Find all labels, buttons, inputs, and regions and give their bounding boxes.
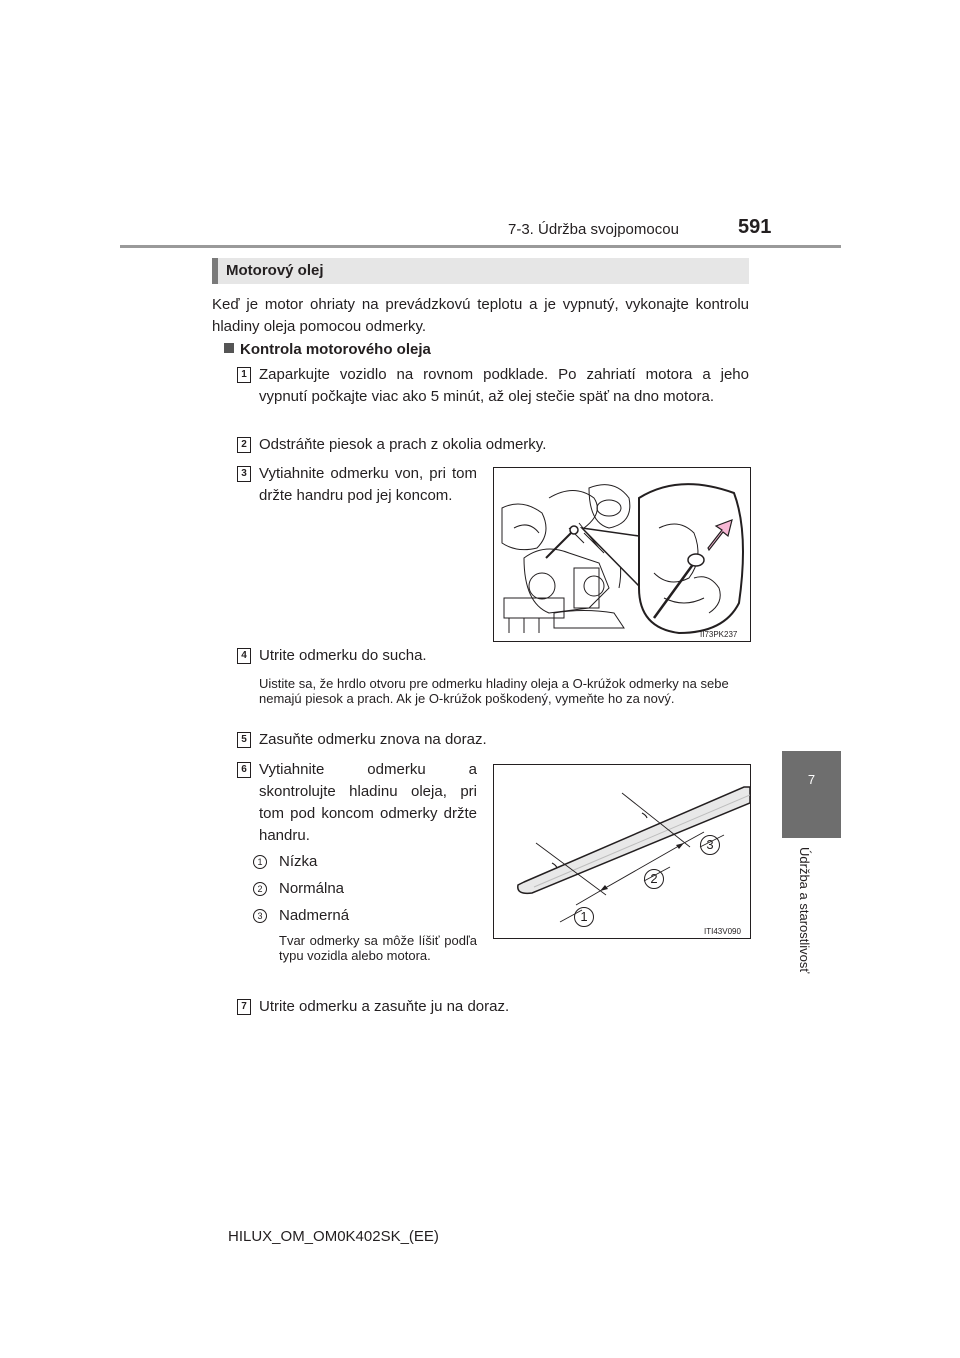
figure-2-code: ITI43V090 — [704, 927, 741, 936]
engine-bay-illustration — [494, 468, 750, 641]
figure-label-2: 2 — [644, 869, 664, 889]
step-number-2: 2 — [237, 437, 251, 453]
subheading-text: Kontrola motorového oleja — [240, 341, 431, 358]
step-5-text: Zasuňte odmerku znova na doraz. — [259, 731, 487, 748]
section-title: Motorový olej — [226, 262, 324, 279]
figure-1-code: II73PK237 — [700, 630, 738, 639]
chapter-tab — [782, 751, 841, 838]
step-4-note: Uistite sa, že hrdlo otvoru pre odmerku hladiny oleja a O-krúžok odmerky na sebe nemajú piesok a prach. Ak je O-krúžok poškodený, vymeňte ho za nový. — [259, 676, 729, 706]
intro-paragraph: Keď je motor ohriaty na prevádzkovú teplotu a je vypnutý, vykonajte kontrolu hladiny oleja pomocou odmerky. — [212, 296, 749, 335]
step-6-note: Tvar odmerky sa môže líšiť podľa typu vozidla alebo motora. — [279, 933, 477, 963]
square-bullet-icon — [224, 343, 234, 353]
level-number-1: 1 — [253, 855, 267, 869]
step-7-text: Utrite odmerku a zasuňte ju na doraz. — [259, 998, 510, 1015]
step-number-3: 3 — [237, 466, 251, 482]
step-number-5: 5 — [237, 732, 251, 748]
step-6-text: Vytiahnite odmerku a skontrolujte hladinu oleja, pri tom pod koncom odmerky držte handru. — [259, 761, 477, 844]
footer-doc-code: HILUX_OM_OM0K402SK_(EE) — [228, 1228, 439, 1245]
chapter-tab-label: Údržba a starostlivosť — [797, 847, 812, 974]
step-1-text: Zaparkujte vozidlo na rovnom podklade. Po zahriatí motora a jeho vypnutí počkajte viac ako 5 minút, až olej stečie späť na dno motora. — [259, 366, 749, 405]
step-number-7: 7 — [237, 999, 251, 1015]
header-rule — [120, 245, 841, 248]
step-number-4: 4 — [237, 648, 251, 664]
level-label-normal: Normálna — [279, 880, 345, 897]
chapter-tab-number: 7 — [807, 772, 816, 787]
step-2-text: Odstráňte piesok a prach z okolia odmerky. — [259, 436, 547, 453]
page-number: 591 — [738, 216, 772, 238]
figure-dipstick-levels — [493, 764, 751, 939]
level-label-excessive: Nadmerná — [279, 907, 350, 924]
section-title-accent — [212, 258, 218, 284]
level-number-3: 3 — [253, 909, 267, 923]
step-number-6: 6 — [237, 762, 251, 778]
step-number-1: 1 — [237, 367, 251, 383]
figure-dipstick-removal — [493, 467, 751, 642]
running-header-section: 7-3. Údržba svojpomocou — [508, 221, 679, 238]
subheading — [224, 339, 431, 361]
figure-label-3: 3 — [700, 835, 720, 855]
level-label-low: Nízka — [279, 853, 318, 870]
figure-label-1: 1 — [574, 907, 594, 927]
level-number-2: 2 — [253, 882, 267, 896]
step-3-text: Vytiahnite odmerku von, pri tom držte handru pod jej koncom. — [259, 465, 477, 504]
step-4-text: Utrite odmerku do sucha. — [259, 647, 427, 664]
